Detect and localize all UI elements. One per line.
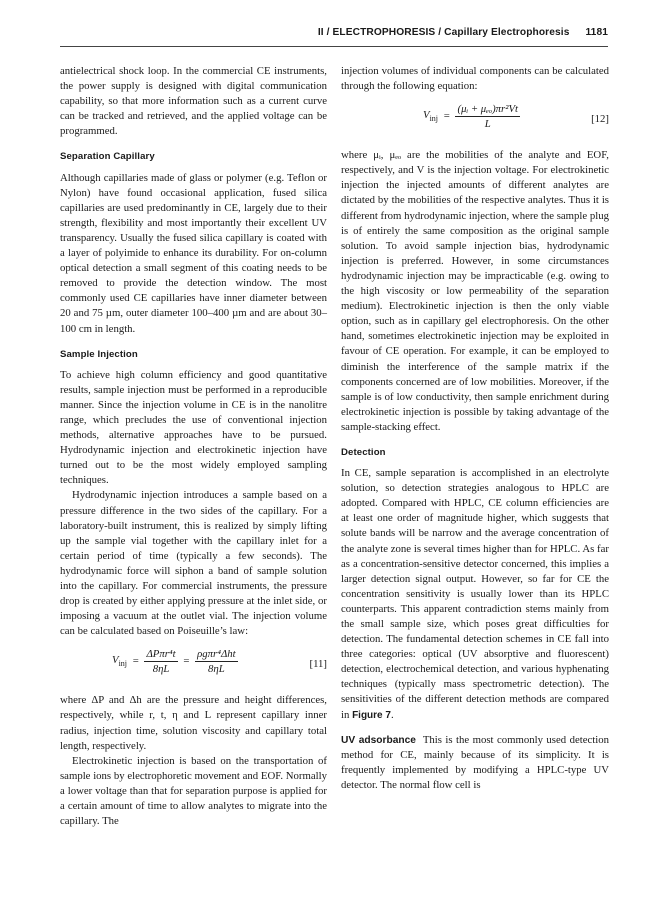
eq12-lhs: V — [423, 108, 430, 121]
eq12-lhs-sub: inj — [429, 113, 439, 123]
detection-text: In CE, sample separation is accomplished in an electrolyte solution, so detection strategies analogous to HPLC are adopted. Compared with HPLC, CE column efficiencies are at least one order of magnitude higher, which suggests that solute bands will be narrow and the average concentration of the analyte zone is several times higher than for HPLC. As far as a concentration-sensitive detector concerned, this implies a larger detection signal output. However, so far for CE the concentration sensitivity is usually lower than its HPLC counterparts. This apparent contradiction stems mainly from the small sample size, which poses great difficulties for detection. The fundamental detection schemes in CE fall into three categories: optical (UV absorptive and fluorescent) detection, electrochemical detection, and various hyphenating techniques (typically mass spectrometric detection). The sensitivities of the different detection methods are compared in — [341, 467, 609, 721]
right-column — [341, 64, 609, 793]
figure-7-link[interactable]: Figure 7 — [352, 709, 391, 721]
uv-text: This is the most commonly used detection method for CE, mainly because of its simplicity. It is frequently implemented by modifying a HPLC-type UV detector. The normal flow cell is — [341, 733, 609, 791]
eq11-t2-num: ρgπr⁴Δht — [197, 648, 236, 661]
uv-absorbance-label: UV adsorbance — [341, 734, 416, 746]
detection-end: . — [390, 708, 394, 721]
eq12-den: L — [484, 118, 491, 131]
paragraph-injection-2: Hydrodynamic injection introduces a sample based on a pressure difference in the two sides of the capillary. For a laboratory-built instrument, this is realized by simply lifting up the sample vial together with the capillary inlet for a certain period of time (typically a few seconds). The hydrodynamic force will siphon a band of sample solution into the capillary. For commercial instruments, the pressure drop is created by either applying pressure at the inlet side, or imposing a vacuum at the outlet vial. The injection volume can be calculated based on Poiseuille’s law: — [60, 489, 327, 638]
left-column — [60, 64, 327, 829]
paragraph-intro-right: injection volumes of individual components can be calculated through the following equation: — [341, 65, 609, 93]
paragraph-after-eq12: where μᵢ, μₑₒ are the mobilities of the analyte and EOF, respectively, and V is the injection voltage. For electrokinetic injection the injected amounts of different analytes are dictated by the mobilities of the respective analytes. Thus it is different from hydrodynamic injection, where the sample plug is of entirely the same composition as the original sample solution. To avoid sample injection bias, hydrodynamic injection is preferred. However, in some circumstances hydrodynamic injection may be impracticable (e.g. owing to the high viscosity or low permeability of the separation medium). Electrokinetic injection is then the only viable option, such as in capillary gel electrophoresis. On the other hand, sometimes electrokinetic injection may be exploited in favour of CE operation. For example, it can be employed to diminish the interference of the sample matrix if the components concerned are of low mobilities. Moreover, if the sample is of low conductivity, then sample enrichment during electrokinetic injection is possible by taking advantage of the sample-stacking effect. — [341, 149, 609, 433]
eq11-eq1: = — [132, 655, 139, 668]
paragraph-electrokinetic: Electrokinetic injection is based on the transportation of sample ions by electrophoretic movement and EOF. Normally a lower voltage than that for separation purpose is applied for a certain amount of time to allow analytes to migrate into the capillary. The — [60, 754, 327, 828]
equation-12 — [341, 100, 609, 140]
eq11-lhs: V — [112, 653, 119, 666]
eq12-fraction — [455, 102, 520, 131]
paragraph-detection — [341, 466, 609, 723]
eq12-number: [12] — [591, 113, 609, 126]
paragraph-uv — [341, 733, 609, 793]
heading-detection: Detection — [341, 446, 386, 458]
heading-separation-capillary: Separation Capillary — [60, 151, 155, 163]
eq11-number: [11] — [309, 658, 327, 671]
paragraph-capillary: Although capillaries made of glass or polymer (e.g. Teflon or Nylon) have found occasional application, fused silica capillaries are used predominantly in CE, largely due to their strength, flexibility and most importantly their excellent UV transparency. Usually the fused silica capillary is coated with a layer of polyimide to enhance its durability. For on-column optical detection a small segment of this coating needs to be removed to provide the detection window. The most commonly used CE capillaries have inner diameter between 20 and 75 µm, outer diameter 100–400 µm and are about 30–100 cm in length. — [60, 171, 327, 335]
header-rule — [60, 46, 608, 47]
paragraph-after-eq11: where ΔP and Δh are the pressure and height differences, respectively, while r, t, η and L represent capillary inner radius, injection time, solution viscosity and capillary total length, respectively. — [60, 694, 327, 752]
eq11-fraction-1 — [144, 647, 177, 676]
running-title: II / ELECTROPHORESIS / Capillary Electrophoresis — [317, 27, 570, 38]
eq11-fraction-2 — [195, 647, 238, 676]
paragraph-injection-1: To achieve high column efficiency and good quantitative results, sample injection must be performed in a reproducible manner. Since the injection volume in CE is in the nanolitre range, which precludes the use of conventional injection methods, alternative approaches have to be pursued. Hydrodynamic injection and electrokinetic injection have turned out to be the most widely employed sampling techniques. — [60, 368, 327, 487]
equation-11 — [60, 645, 327, 685]
eq11-lhs-sub: inj — [118, 658, 128, 668]
heading-sample-injection: Sample Injection — [60, 348, 138, 360]
page-number: 1181 — [585, 27, 608, 38]
eq12-eq: = — [443, 110, 450, 123]
eq11-t1-den: 8ηL — [152, 663, 170, 676]
eq11-t2-den: 8ηL — [208, 663, 225, 676]
eq11-t1-num: ΔPπr⁴t — [146, 648, 176, 661]
paragraph-intro-left: antielectrical shock loop. In the commercial CE instruments, the power supply is designed with digital communication capability, so that more information such as a current curve can be tracked and retrieved, and the applied voltage can be programmed. — [60, 65, 327, 138]
running-header — [60, 27, 608, 41]
eq11-eq2: = — [183, 655, 190, 668]
eq12-num: (μᵢ + μₑₒ)πr²Vt — [457, 103, 519, 116]
